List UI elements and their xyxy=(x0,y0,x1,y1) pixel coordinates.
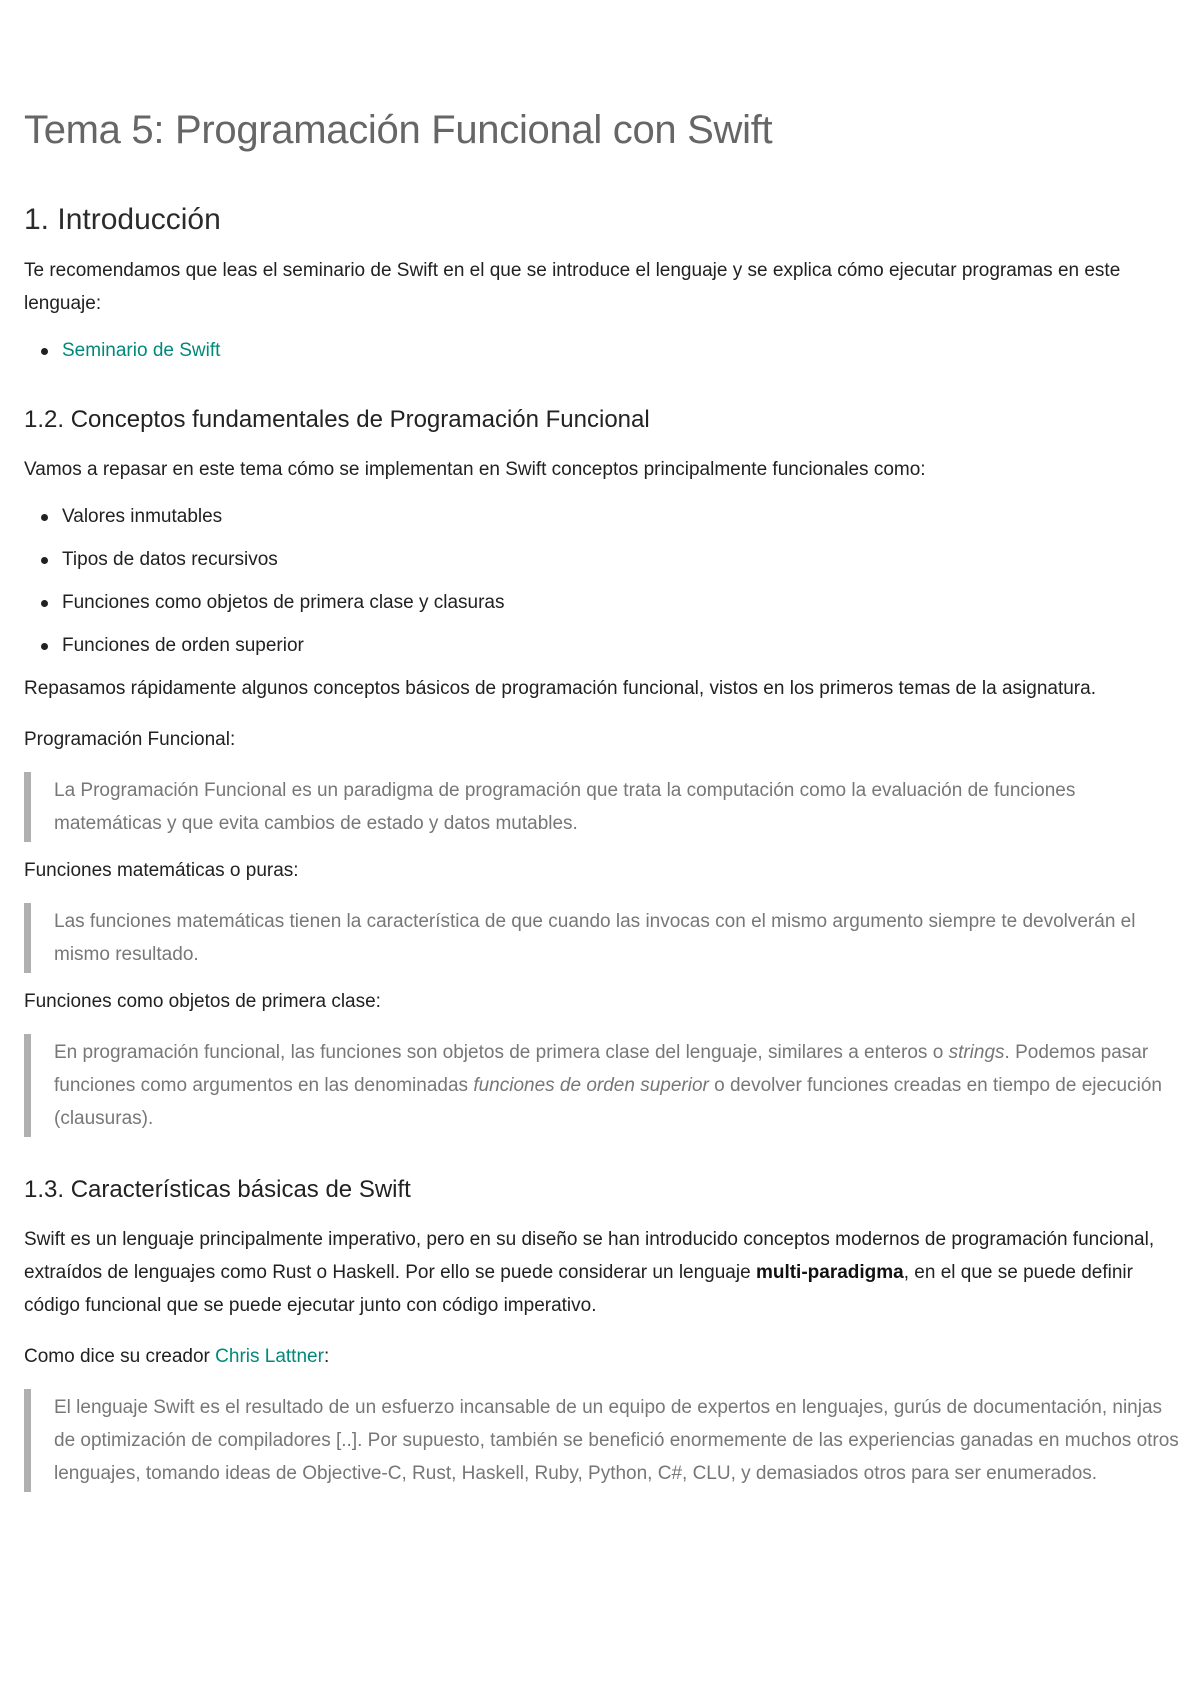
page-title: Tema 5: Programación Funcional con Swift xyxy=(24,108,773,152)
funciones-matematicas-quote: Las funciones matemáticas tienen la característica de que cuando las invocas con el mismo argumento siempre te devolverán el mismo resultado. xyxy=(24,903,1184,973)
programacion-funcional-quote: La Programación Funcional es un paradigma de programación que trata la computación como la evaluación de funciones matemáticas y que evita cambios de estado y datos mutables. xyxy=(24,772,1184,842)
paragraph-text: Como dice su creador xyxy=(24,1346,216,1367)
lattner-quote: El lenguaje Swift es el resultado de un esfuerzo incansable de un equipo de expertos en lenguajes, gurús de documentación, ninjas de optimización de compiladores [..]. Por supuesto, también se benefició enormemente de las experiencias ganadas en muchos otros lenguajes, tomando ideas de Objective-C, Rust, Haskell, Ruby, Python, C#, CLU, y demasiados otros para ser enumerados. xyxy=(24,1389,1184,1492)
quote-text: o devolver funciones creadas en tiempo de ejecución (clausuras). xyxy=(54,1075,1162,1129)
paragraph-text: : xyxy=(323,1346,330,1367)
list-item: Funciones de orden superior xyxy=(62,629,1184,662)
funciones-matematicas-label: Funciones matemáticas o puras: xyxy=(24,860,299,881)
quote-text: En programación funcional, las funciones son objetos de primera clase del lenguaje, similares a enteros o xyxy=(54,1042,949,1063)
funciones-primera-clase-quote xyxy=(24,1034,1184,1137)
conceptos-intro-paragraph: Vamos a repasar en este tema cómo se implementan en Swift conceptos principalmente funcionales como: xyxy=(24,459,926,480)
quote-text: . Podemos pasar funciones como argumentos en las denominadas xyxy=(54,1042,1149,1096)
paragraph-text: Swift es un lenguaje principalmente imperativo, pero en su diseño se han introducido conceptos modernos de programación funcional, extraídos de lenguajes como Rust o Haskell. Por ello se puede considerar un lenguaje xyxy=(24,1229,1155,1283)
section-heading-introduccion: 1. Introducción xyxy=(24,203,221,236)
multi-paradigma-bold: multi-paradigma xyxy=(755,1262,904,1283)
seminario-swift-link[interactable]: Seminario de Swift xyxy=(62,340,221,361)
recap-paragraph: Repasamos rápidamente algunos conceptos básicos de programación funcional, vistos en los primeros temas de la asignatura. xyxy=(24,678,1096,699)
list-item: Funciones como objetos de primera clase y clasuras xyxy=(62,586,1184,619)
intro-links-list xyxy=(24,334,1184,367)
section-heading-caracteristicas: 1.3. Características básicas de Swift xyxy=(24,1176,411,1203)
caracteristicas-paragraph xyxy=(24,1223,1184,1322)
list-item xyxy=(62,334,1184,367)
quote-emphasis-orden-superior: funciones de orden superior xyxy=(473,1075,709,1096)
chris-lattner-link[interactable]: Chris Lattner xyxy=(215,1346,324,1367)
intro-paragraph: Te recomendamos que leas el seminario de Swift en el que se introduce el lenguaje y se explica cómo ejecutar programas en este lenguaje: xyxy=(24,260,1121,314)
quote-emphasis-strings: strings xyxy=(948,1042,1005,1063)
list-item: Tipos de datos recursivos xyxy=(62,543,1184,576)
list-item: Valores inmutables xyxy=(62,500,1184,533)
section-heading-conceptos: 1.2. Conceptos fundamentales de Programación Funcional xyxy=(24,406,650,433)
creador-paragraph xyxy=(24,1340,1184,1373)
conceptos-list xyxy=(24,500,1184,662)
paragraph-text: , en el que se puede definir código funcional que se puede ejecutar junto con código imperativo. xyxy=(24,1262,1133,1316)
programacion-funcional-label: Programación Funcional: xyxy=(24,729,236,750)
funciones-primera-clase-label: Funciones como objetos de primera clase: xyxy=(24,991,381,1012)
document-content xyxy=(24,106,1184,1492)
